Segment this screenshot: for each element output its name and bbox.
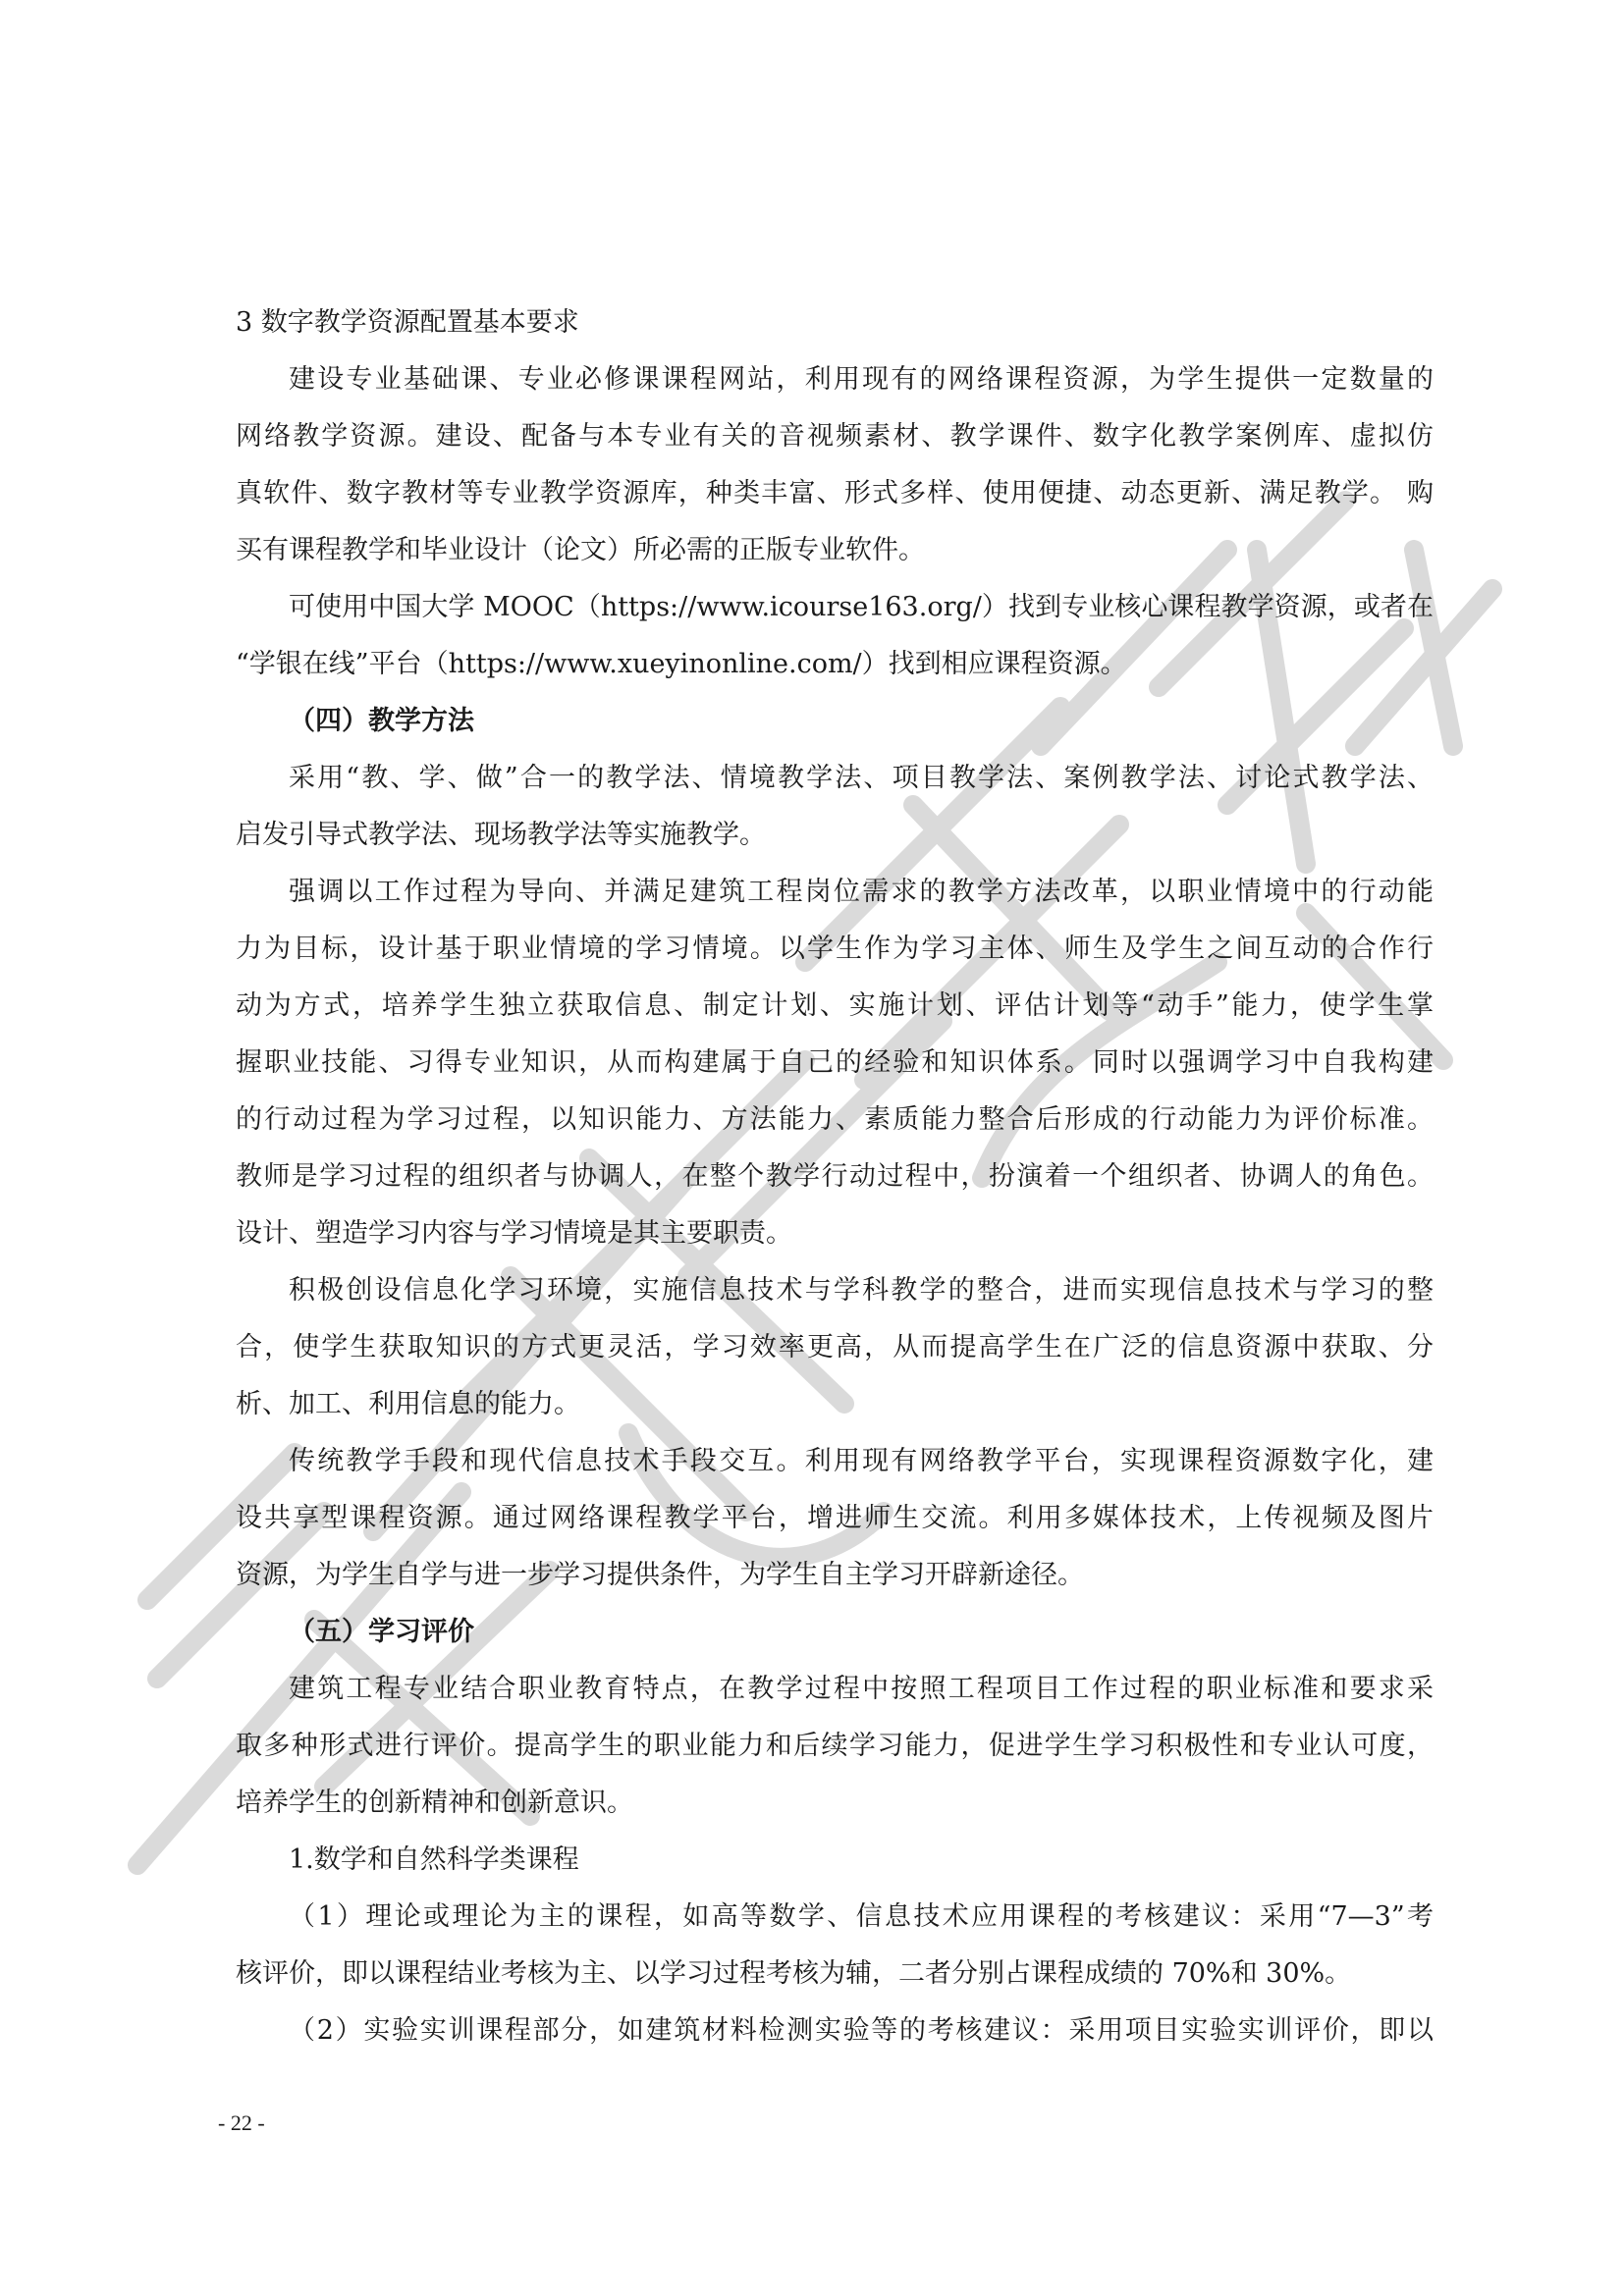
paragraph-line: 买有课程教学和毕业设计（论文）所必需的正版专业软件。 [236, 535, 925, 565]
paragraph-line: 采用“教、学、做”合一的教学法、情境教学法、项目教学法、案例教学法、讨论式教学法、 [289, 763, 1434, 793]
paragraph-line: 强调以工作过程为导向、并满足建筑工程岗位需求的教学方法改革，以职业情境中的行动能 [289, 877, 1434, 907]
paragraph-line: 真软件、数字教材等专业教学资源库，种类丰富、形式多样、使用便捷、动态更新、满足教学。 购 [236, 478, 1434, 508]
paragraph-line: 网络教学资源。建设、配备与本专业有关的音视频素材、教学课件、数字化教学案例库、虚拟仿 [236, 421, 1434, 452]
paragraph-line: “学银在线”平台（https://www.xueyinonline.com/）找到相应课程资源。 [236, 649, 1127, 679]
paragraph-line: 握职业技能、习得专业知识，从而构建属于自己的经验和知识体系。同时以强调学习中自我构建 [236, 1047, 1434, 1078]
subsection-heading: 1.数学和自然科学类课程 [289, 1844, 579, 1875]
paragraph-line: 取多种形式进行评价。提高学生的职业能力和后续学习能力，促进学生学习积极性和专业认可度， [236, 1731, 1434, 1761]
paragraph-line: 设共享型课程资源。通过网络课程教学平台，增进师生交流。利用多媒体技术，上传视频及图片 [236, 1503, 1434, 1533]
page-number: - 22 - [218, 2110, 265, 2135]
paragraph-line: 合，使学生获取知识的方式更灵活，学习效率更高，从而提高学生在广泛的信息资源中获取、分 [236, 1332, 1434, 1362]
paragraph-line: 建设专业基础课、专业必修课课程网站，利用现有的网络课程资源，为学生提供一定数量的 [289, 364, 1434, 395]
paragraph-line: 可使用中国大学 MOOC（https://www.icourse163.org/）找到专业核心课程教学资源，或者在 [289, 592, 1434, 622]
paragraph-line: 力为目标，设计基于职业情境的学习情境。以学生作为学习主体、师生及学生之间互动的合作行 [236, 934, 1434, 964]
paragraph-line: 的行动过程为学习过程，以知识能力、方法能力、素质能力整合后形成的行动能力为评价标准。 [236, 1104, 1434, 1135]
paragraph-line: 启发引导式教学法、现场教学法等实施教学。 [236, 820, 766, 850]
paragraph-line: 动为方式，培养学生独立获取信息、制定计划、实施计划、评估计划等“动手”能力，使学生掌 [236, 990, 1434, 1021]
section-heading: （四）教学方法 [289, 706, 474, 736]
paragraph-line: 传统教学手段和现代信息技术手段交互。利用现有网络教学平台，实现课程资源数字化，建 [289, 1446, 1434, 1476]
paragraph-line: （2）实验实训课程部分，如建筑材料检测实验等的考核建议：采用项目实验实训评价，即以 [289, 2015, 1434, 2046]
paragraph-line: 资源，为学生自学与进一步学习提供条件，为学生自主学习开辟新途径。 [236, 1560, 1084, 1590]
paragraph-line: 积极创设信息化学习环境，实施信息技术与学科教学的整合，进而实现信息技术与学习的整 [289, 1275, 1434, 1306]
paragraph-line: 培养学生的创新精神和创新意识。 [236, 1788, 633, 1818]
section-subheading: 3 数字教学资源配置基本要求 [236, 307, 579, 338]
document-body [236, 294, 1434, 2059]
paragraph-line: 核评价，即以课程结业考核为主、以学习过程考核为辅，二者分别占课程成绩的 70%和 30%。 [236, 1958, 1352, 1989]
section-heading: （五）学习评价 [289, 1617, 474, 1647]
paragraph-line: 析、加工、利用信息的能力。 [236, 1389, 580, 1419]
paragraph-line: 设计、塑造学习内容与学习情境是其主要职责。 [236, 1218, 792, 1249]
paragraph-line: 教师是学习过程的组织者与协调人，在整个教学行动过程中，扮演着一个组织者、协调人的角色。 [236, 1161, 1434, 1192]
paragraph-line: （1）理论或理论为主的课程，如高等数学、信息技术应用课程的考核建议：采用“7—3”考 [289, 1901, 1434, 1932]
paragraph-line: 建筑工程专业结合职业教育特点，在教学过程中按照工程项目工作过程的职业标准和要求采 [289, 1674, 1434, 1704]
